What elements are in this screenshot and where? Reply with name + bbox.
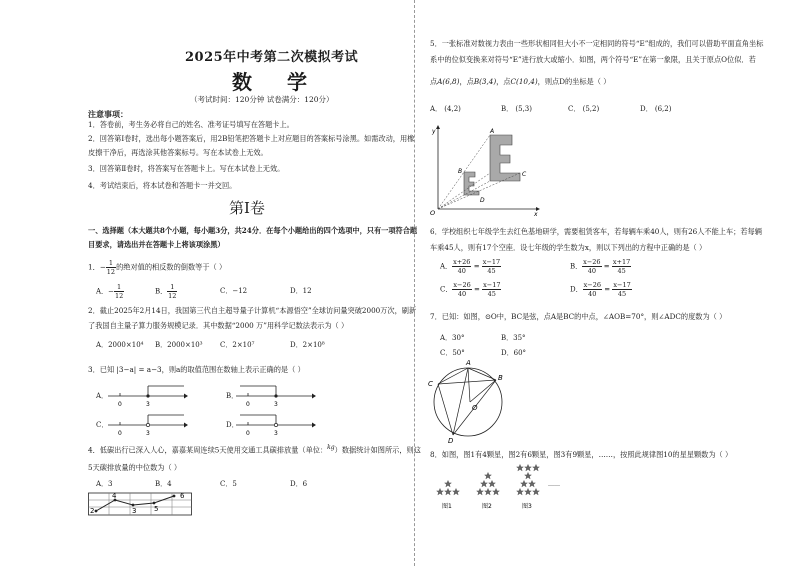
figure-3-label: 图3 [522,503,532,510]
q2-option-d[interactable]: D．2×10⁸ [290,341,325,349]
large-e-shape [490,135,520,181]
q3-option-c[interactable]: C． [96,421,109,429]
q7-option-c[interactable]: C．50° [440,349,465,357]
q8-star-pattern [430,458,600,512]
question-2-line1: 2．截止2025年2月14日，我国第三代自主超导量子计算机“本源悟空”全球访问量突破2000万次，刷新 [88,306,417,315]
note-item: 皮擦干净后，再选涂其他答案标号。写在本试卷上无效。 [88,148,268,157]
q7-option-b[interactable]: B．35° [501,334,526,342]
question-5-line1: 5．一张标准对数视力表由一些形状相同但大小不一定相同的符号“E”组成的，我们可以借助平面直角坐标 [430,39,764,48]
q3-number-line-b [236,384,316,408]
q5-homothety-figure [428,125,540,217]
svg-text:O: O [430,209,436,217]
svg-text:y: y [432,128,436,135]
svg-text:0: 0 [246,401,250,408]
svg-text:B: B [458,168,463,175]
subject-title: 数 学 [232,70,321,94]
zero-label: 0 [118,401,122,408]
q6-option-d[interactable]: D． $\frac{x-26}{40}$ = $\frac{x-17}{45}$ [570,281,631,298]
question-2-line2: 了我国自主量子算力服务规模记录．其中数据“2000 万”用科学记数法表示为（ ） [88,321,349,330]
q7-option-d[interactable]: D．60° [501,349,527,357]
svg-text:O: O [472,404,478,412]
svg-text:A: A [490,128,495,135]
svg-text:A: A [466,359,471,367]
svg-text:C: C [428,380,433,388]
svg-text:3: 3 [274,430,278,437]
svg-text:x: x [534,211,538,217]
q5-option-a[interactable]: A． (4,2) [430,105,461,113]
q5-option-d[interactable]: D． (6,2) [640,105,672,113]
figure-1-label: 图1 [442,503,452,510]
note-item: 4．考试结束后，将本试卷和答题卡一并交回。 [88,181,237,190]
three-label: 3 [146,401,150,408]
note-item: 2．回答第Ⅰ卷时，选出每小题答案后，用2B铅笔把答题卡上对应题目的答案标号涂黑。如需改动，用橡 [88,134,415,143]
q4-option-d[interactable]: D．6 [290,480,308,488]
q1-option-b[interactable]: B． $\frac{1}{12}$ [155,283,177,300]
svg-text:B: B [498,374,503,382]
svg-text:D: D [448,437,454,444]
q2-option-a[interactable]: A．2000×10⁴ [96,341,144,349]
q5-option-b[interactable]: B． (5,3) [501,105,532,113]
section-intro-2: 目要求，请选出并在答题卡上将该项涂黑） [88,240,225,249]
svg-text:3: 3 [274,401,278,408]
question-6-line2: 车乘45人，则有17个空座．设七年级的学生数为x，则以下列出的方程中正确的是（ ） [430,243,707,252]
section-intro: 一、选择题（本大题共8个小题，每小题3分，共24分．在每个小题给出的四个选项中，只有一项符合题 [88,226,418,235]
svg-text:D: D [480,197,485,204]
q4-option-b[interactable]: B．4 [155,480,172,488]
q3-option-b[interactable]: B． [226,392,239,400]
q3-number-line-d [236,413,316,437]
exam-time-info: （考试时间：120分钟 试卷满分：120分） [190,95,334,104]
q1-option-c[interactable]: C．−12 [220,287,248,295]
svg-text:0: 0 [118,430,122,437]
figure-1-stars [437,480,460,495]
q7-circle-figure [426,358,516,444]
figure-2-stars [477,472,500,495]
svg-text:C: C [522,171,527,178]
q7-option-a[interactable]: A．30° [440,334,465,342]
q4-option-a[interactable]: A．3 [96,480,113,488]
ellipsis: …… [548,481,560,488]
question-6-line1: 6．学校组织七年级学生去红色基地研学，需要租赁客车，若每辆车乘40人，则有26人不能上车；若每辆 [430,227,762,236]
question-8-stem: 8．如图，图1有4颗星，图2有6颗星，图3有9颗星，……，按照此规律图10的星星颗数为（ ） [430,450,733,459]
question-5-line3: 点A(6,8)，点B(3,4)，点C(10,4)，则点D的坐标是（ ） [430,77,611,86]
q1-option-a[interactable]: A．− $\frac{1}{12}$ [96,283,124,300]
note-item: 1．答卷前，考生务必将自己的姓名、准考证号填写在答题卡上。 [88,120,294,129]
question-3-stem: 3．已知 |3−a| = a−3，则a的取值范围在数轴上表示正确的是（ ） [88,365,305,374]
question-1-stem: 1．− $\frac{1}{12}$ 的绝对值的相反数的倒数等于（ ） [88,259,227,276]
q6-option-a[interactable]: A． $\frac{x+26}{40}$ = $\frac{x-17}{45}$ [440,258,501,275]
q4-option-c[interactable]: C．5 [220,480,237,488]
q5-option-c[interactable]: C． (5,2) [568,105,600,113]
svg-text:3: 3 [146,430,150,437]
chart-data-label: 5 [154,505,159,513]
figure-2-label: 图2 [482,503,492,510]
q3-option-a[interactable]: A． [96,392,109,400]
right-column [418,0,800,566]
small-e-shape [464,172,479,195]
note-item: 3．回答第Ⅱ卷时，将答案写在答题卡上。写在本试卷上无效。 [88,164,285,173]
q3-option-d[interactable]: D． [226,421,239,429]
exam-title: 2025年中考第二次模拟考试 [185,50,359,65]
chart-data-label: 3 [132,507,137,515]
question-4-line2: 5天碳排放量的中位数为（ ） [88,463,182,472]
question-4-line1: 4．低碳出行已深入人心，嘉嘉某周连续5天使用交通工具碳排放量（单位：$^{kg}$）数据统计如图所示，则这 [88,444,421,455]
chart-data-label: 4 [112,492,117,500]
figure-3-stars [517,464,540,495]
q1-option-d[interactable]: D．12 [290,287,312,295]
chart-data-label: 2 [90,507,95,515]
q3-number-line-a [108,384,188,408]
column-divider [414,0,415,566]
svg-text:0: 0 [246,430,250,437]
question-5-line2: 系中的位似变换来对符号“E”进行放大或缩小．如图，两个符号“E”在第一象限，且关于原点O位似．若 [430,55,756,64]
question-7-stem: 7．已知：如图，⊙O中，BC是弦，点A是BC的中点，∠AOB=70°，则∠ADC的度数为（ ） [430,312,727,321]
q3-number-line-c [108,413,188,437]
notes-heading: 注意事项： [88,109,128,119]
q6-option-c[interactable]: C． $\frac{x-26}{40}$ = $\frac{x-17}{45}$ [440,281,501,298]
chart-data-label: 6 [180,492,185,500]
q2-option-b[interactable]: B．2000×10³ [155,341,203,349]
q2-option-c[interactable]: C．2×10⁷ [220,341,255,349]
fraction: $\frac{1}{12}$ [106,259,116,276]
section-title: 第Ⅰ卷 [229,199,265,217]
q6-option-b[interactable]: B． $\frac{x-26}{40}$ = $\frac{x+17}{45}$ [570,258,631,275]
q4-emission-chart [88,491,192,517]
